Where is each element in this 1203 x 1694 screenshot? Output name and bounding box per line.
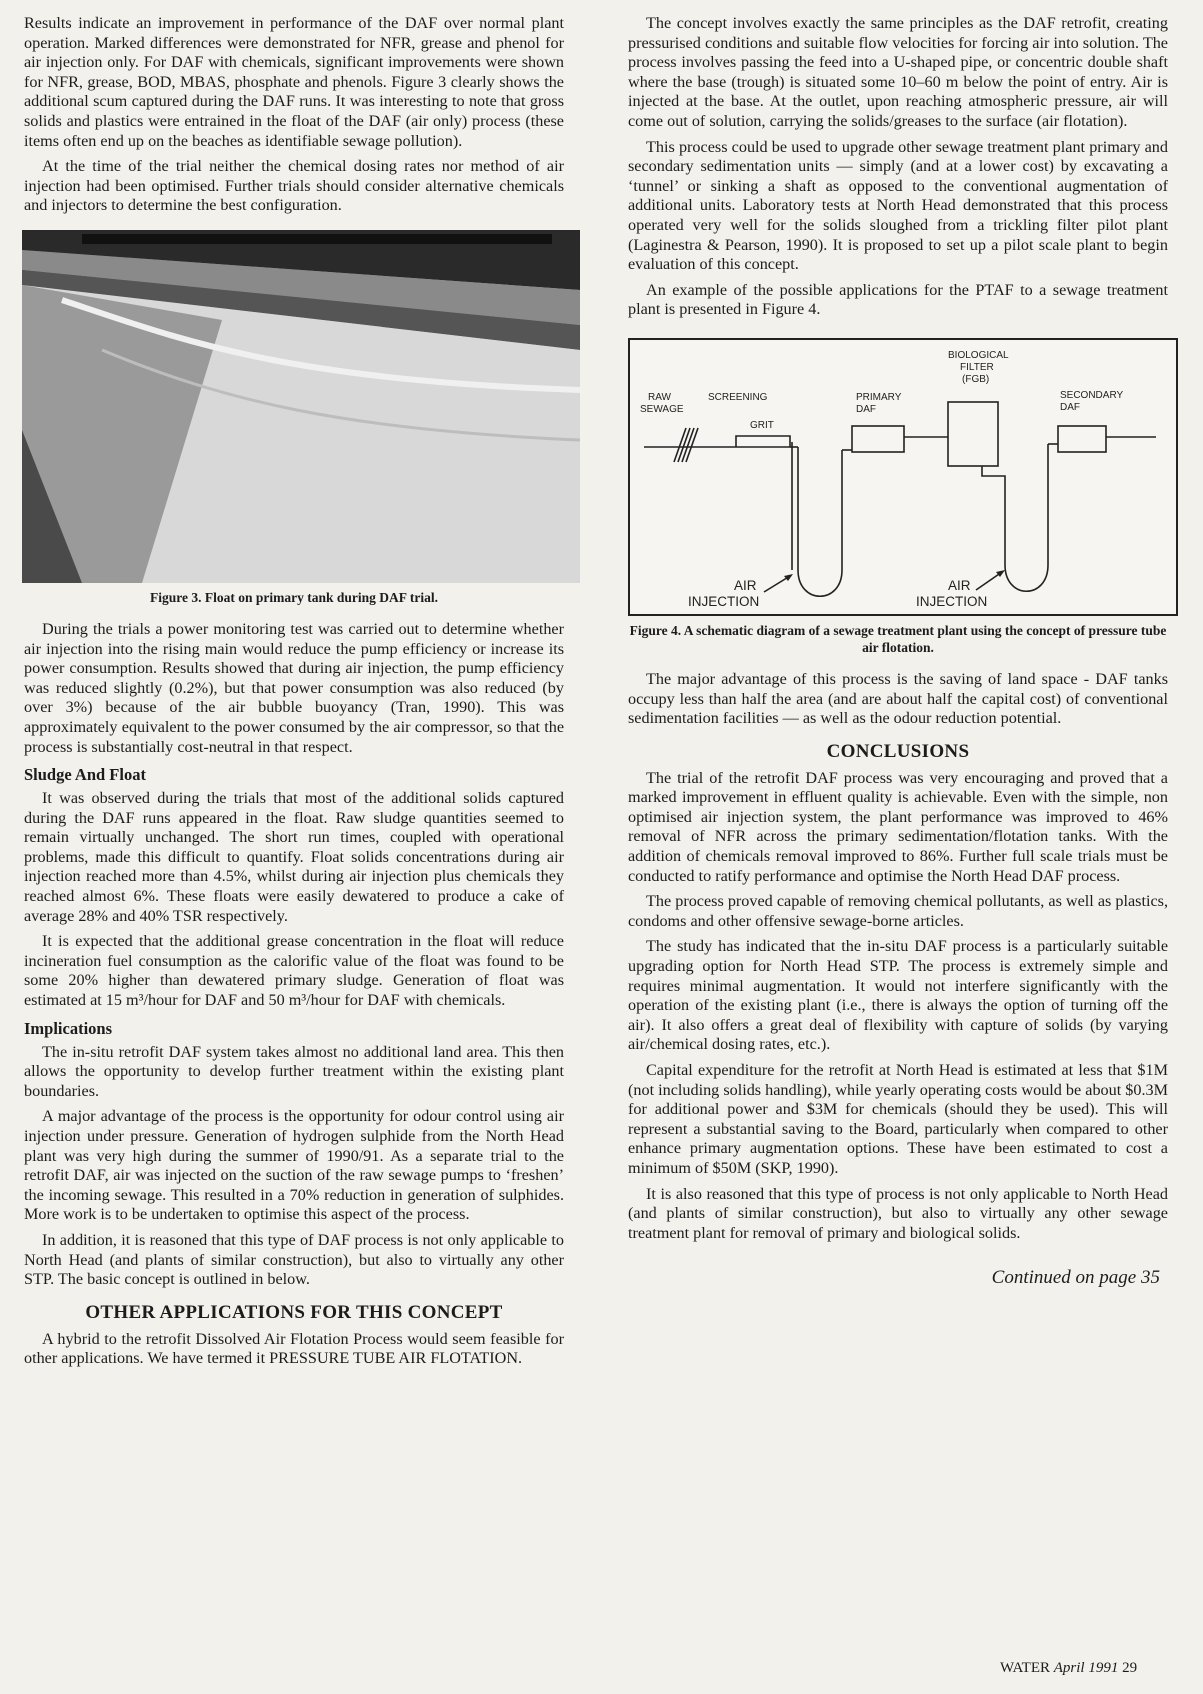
heading-implications: Implications <box>24 1018 113 1038</box>
heading-sludge-and-float: Sludge And Float <box>24 765 146 785</box>
label-bio-3: (FGB) <box>962 373 990 385</box>
label-bio-1: BIOLOGICAL <box>948 349 1009 361</box>
footer-issue: April 1991 <box>1053 1660 1119 1676</box>
body-paragraph: This process could be used to upgrade other sewage treatment plant primary and secondary sedimentation units — simply (and at a lower cost) by excavating a ‘tunnel’ or sinking a shaft as opposed to the conventional augmentation of additional units. Laboratory tests at North Head demonstrated that this process operated very well for the solids sloughed from a trickling filter pilot plant (Laginestra & Pearson, 1990). It is proposed to set up a pilot scale plant to begin evaluation of this concept. <box>628 137 1168 274</box>
body-paragraph: During the trials a power monitoring test was carried out to determine whether air injection into the rising main would reduce the pump efficiency or increase its power consumption. Results showed that during air injection, the pump efficiency was reduced slightly (0.2%), but that power consumption was also reduced (by over 3%) because of the air bubble buoyancy (Tran, 1990). This was approximately equivalent to the power consumed by the air compressor, so that the process is substantially cost-neutral in that respect. <box>24 619 564 756</box>
body-paragraph: A hybrid to the retrofit Dissolved Air Flotation Process would seem feasible for other applications. We have termed it PRESSURE TUBE AIR FLOTATION. <box>24 1329 564 1368</box>
body-paragraph: The in-situ retrofit DAF system takes almost no additional land area. This then allows the opportunity to develop further treatment within the existing plant boundaries. <box>24 1042 564 1100</box>
body-paragraph: The major advantage of this process is the saving of land space - DAF tanks occupy less than half the area (and are about half the capital cost) of conventional sedimentation facilities — as well as the odour reduction potential. <box>628 669 1168 728</box>
body-paragraph: Results indicate an improvement in performance of the DAF over normal plant operation. Marked differences were demonstrated for NFR, grease and phenol for air injection only. For DAF with chemicals, significant improvements were shown for NFR, grease, BOD, MBAS, phosphate and phenols. Figure 3 clearly shows the additional scum captured during the DAF runs. It was interesting to note that gross solids and plastics were entrained in the float of the DAF (air only) process (these items often end up on the beaches as identifiable sewage pollution). <box>24 14 564 150</box>
heading-other-applications: OTHER APPLICATIONS FOR THIS CONCEPT <box>85 1301 503 1323</box>
label-primary-1: PRIMARY <box>856 391 902 403</box>
label-primary-2: DAF <box>856 403 876 415</box>
figure3-photo <box>22 230 580 583</box>
label-raw-2: SEWAGE <box>640 403 684 415</box>
label-air-1a: AIR <box>734 577 757 593</box>
body-paragraph: Capital expenditure for the retrofit at North Head is estimated at less that $1M (not including solids handling), while yearly operating costs would be about $0.3M for additional power and $3M for chemicals (should they be used). This will represent a substantial saving to the Board, particularly when compared to other enhance primary augmentation options. These have been estimated to cost a minimum of $50M (SKP, 1990). <box>628 1061 1168 1177</box>
page-footer <box>1000 1660 1137 1677</box>
figure3-caption: Figure 3. Float on primary tank during DAF trial. <box>150 589 438 605</box>
footer-magazine: WATER <box>1000 1660 1050 1676</box>
body-paragraph: It is also reasoned that this type of process is not only applicable to North Head (and plants of similar construction), but also to virtually any other sewage treatment plant for removal of primary and biological solids. <box>628 1184 1168 1242</box>
label-grit: GRIT <box>750 419 774 431</box>
body-paragraph: In addition, it is reasoned that this type of DAF process is not only applicable to North Head (and plants of similar construction), but also to virtually any other STP. The basic concept is outlined in below. <box>24 1230 564 1289</box>
right-column <box>628 14 1168 1289</box>
label-secondary-1: SECONDARY <box>1060 389 1124 401</box>
body-paragraph: The study has indicated that the in-situ DAF process is a particularly suitable upgrading option for North Head STP. The process is extremely simple and requires minimal augmentation. It would not interfere significantly with the operation of the existing plant (i.e., there is always the option of turning off the air). It also offers a great deal of flexibility with capture of solids (by varying air/chemical dosing rates, etc.). <box>628 937 1168 1054</box>
body-paragraph: The trial of the retrofit DAF process was very encouraging and proved that a marked improvement in effluent quality is achievable. Even with the simple, non optimised air injection system, the plant performance was improved to 46% removal of NFR across the primary sedimentation/flotation tanks. With the addition of chemicals removal improved to 86%. Further full scale trials must be conducted to ratify performance and optimise the North Head DAF process. <box>628 768 1168 885</box>
body-paragraph: The process proved capable of removing chemical pollutants, as well as plastics, condoms and other offensive sewage-borne articles. <box>628 892 1168 930</box>
body-paragraph: A major advantage of the process is the opportunity for odour control using air injection under pressure. Generation of hydrogen sulphide from the North Head plant was very high during the summer of 1990/91. As a separate trial to the retrofit DAF, air was injected on the suction of the raw sewage pumps to ‘freshen’ the incoming sewage. This resulted in a 70% reduction in generation of sulphides. More work is to be undertaken to optimise this aspect of the process. <box>24 1107 564 1224</box>
left-column <box>24 14 564 1375</box>
label-air-2b: INJECTION <box>916 593 988 609</box>
label-air-1b: INJECTION <box>688 593 760 609</box>
label-secondary-2: DAF <box>1060 401 1080 413</box>
body-paragraph: At the time of the trial neither the chemical dosing rates nor method of air injection had been optimised. Further trials should consider alternative chemicals and injectors to determine the best configuration. <box>24 157 564 215</box>
body-paragraph: An example of the possible applications for the PTAF to a sewage treatment plant is presented in Figure 4. <box>628 280 1168 319</box>
label-bio-2: FILTER <box>960 361 994 373</box>
footer-page-number: 29 <box>1122 1660 1138 1676</box>
body-paragraph: It is expected that the additional grease concentration in the float will reduce incineration fuel consumption as the calorific value of the float was found to be some 20% higher than dewatered primary sludge. Generation of float was estimated at 15 m³/hour for DAF and 50 m³/hour for DAF with chemicals. <box>24 932 564 1010</box>
figure4-caption: Figure 4. A schematic diagram of a sewage treatment plant using the concept of pressure tube air flotation. <box>629 622 1167 655</box>
body-paragraph: The concept involves exactly the same principles as the DAF retrofit, creating pressurised conditions and suitable flow velocities for forcing air into solution. The process involves passing the feed into a U-shaped pipe, or concentric double shaft where the base (trough) is situated some 10–60 m below the point of entry. Air is injected at the base. At the outlet, upon reaching atmospheric pressure, air will come out of solution, carrying the solids/greases to the surface (air flotation). <box>628 14 1168 130</box>
continued-note: Continued on page 35 <box>991 1267 1160 1289</box>
ptaf-schematic <box>630 340 1176 614</box>
tank-float-image <box>22 230 580 583</box>
label-screening: SCREENING <box>708 391 768 403</box>
heading-conclusions: CONCLUSIONS <box>826 740 970 762</box>
label-air-2a: AIR <box>948 577 971 593</box>
body-paragraph: It was observed during the trials that most of the additional solids captured during the DAF runs appeared in the float. Raw sludge quantities seemed to remain virtually unchanged. The short run times, coupled with operational problems, made this difficult to quantify. Float solids concentrations during air injection reached more than 4.5%, whilst during air injection plus chemicals they reached almost 6%. These floats were easily dewatered to produce a cake of average 28% and 40% TSR respectively. <box>24 789 564 925</box>
figure4-diagram <box>628 338 1178 616</box>
label-raw-1: RAW <box>648 391 671 403</box>
